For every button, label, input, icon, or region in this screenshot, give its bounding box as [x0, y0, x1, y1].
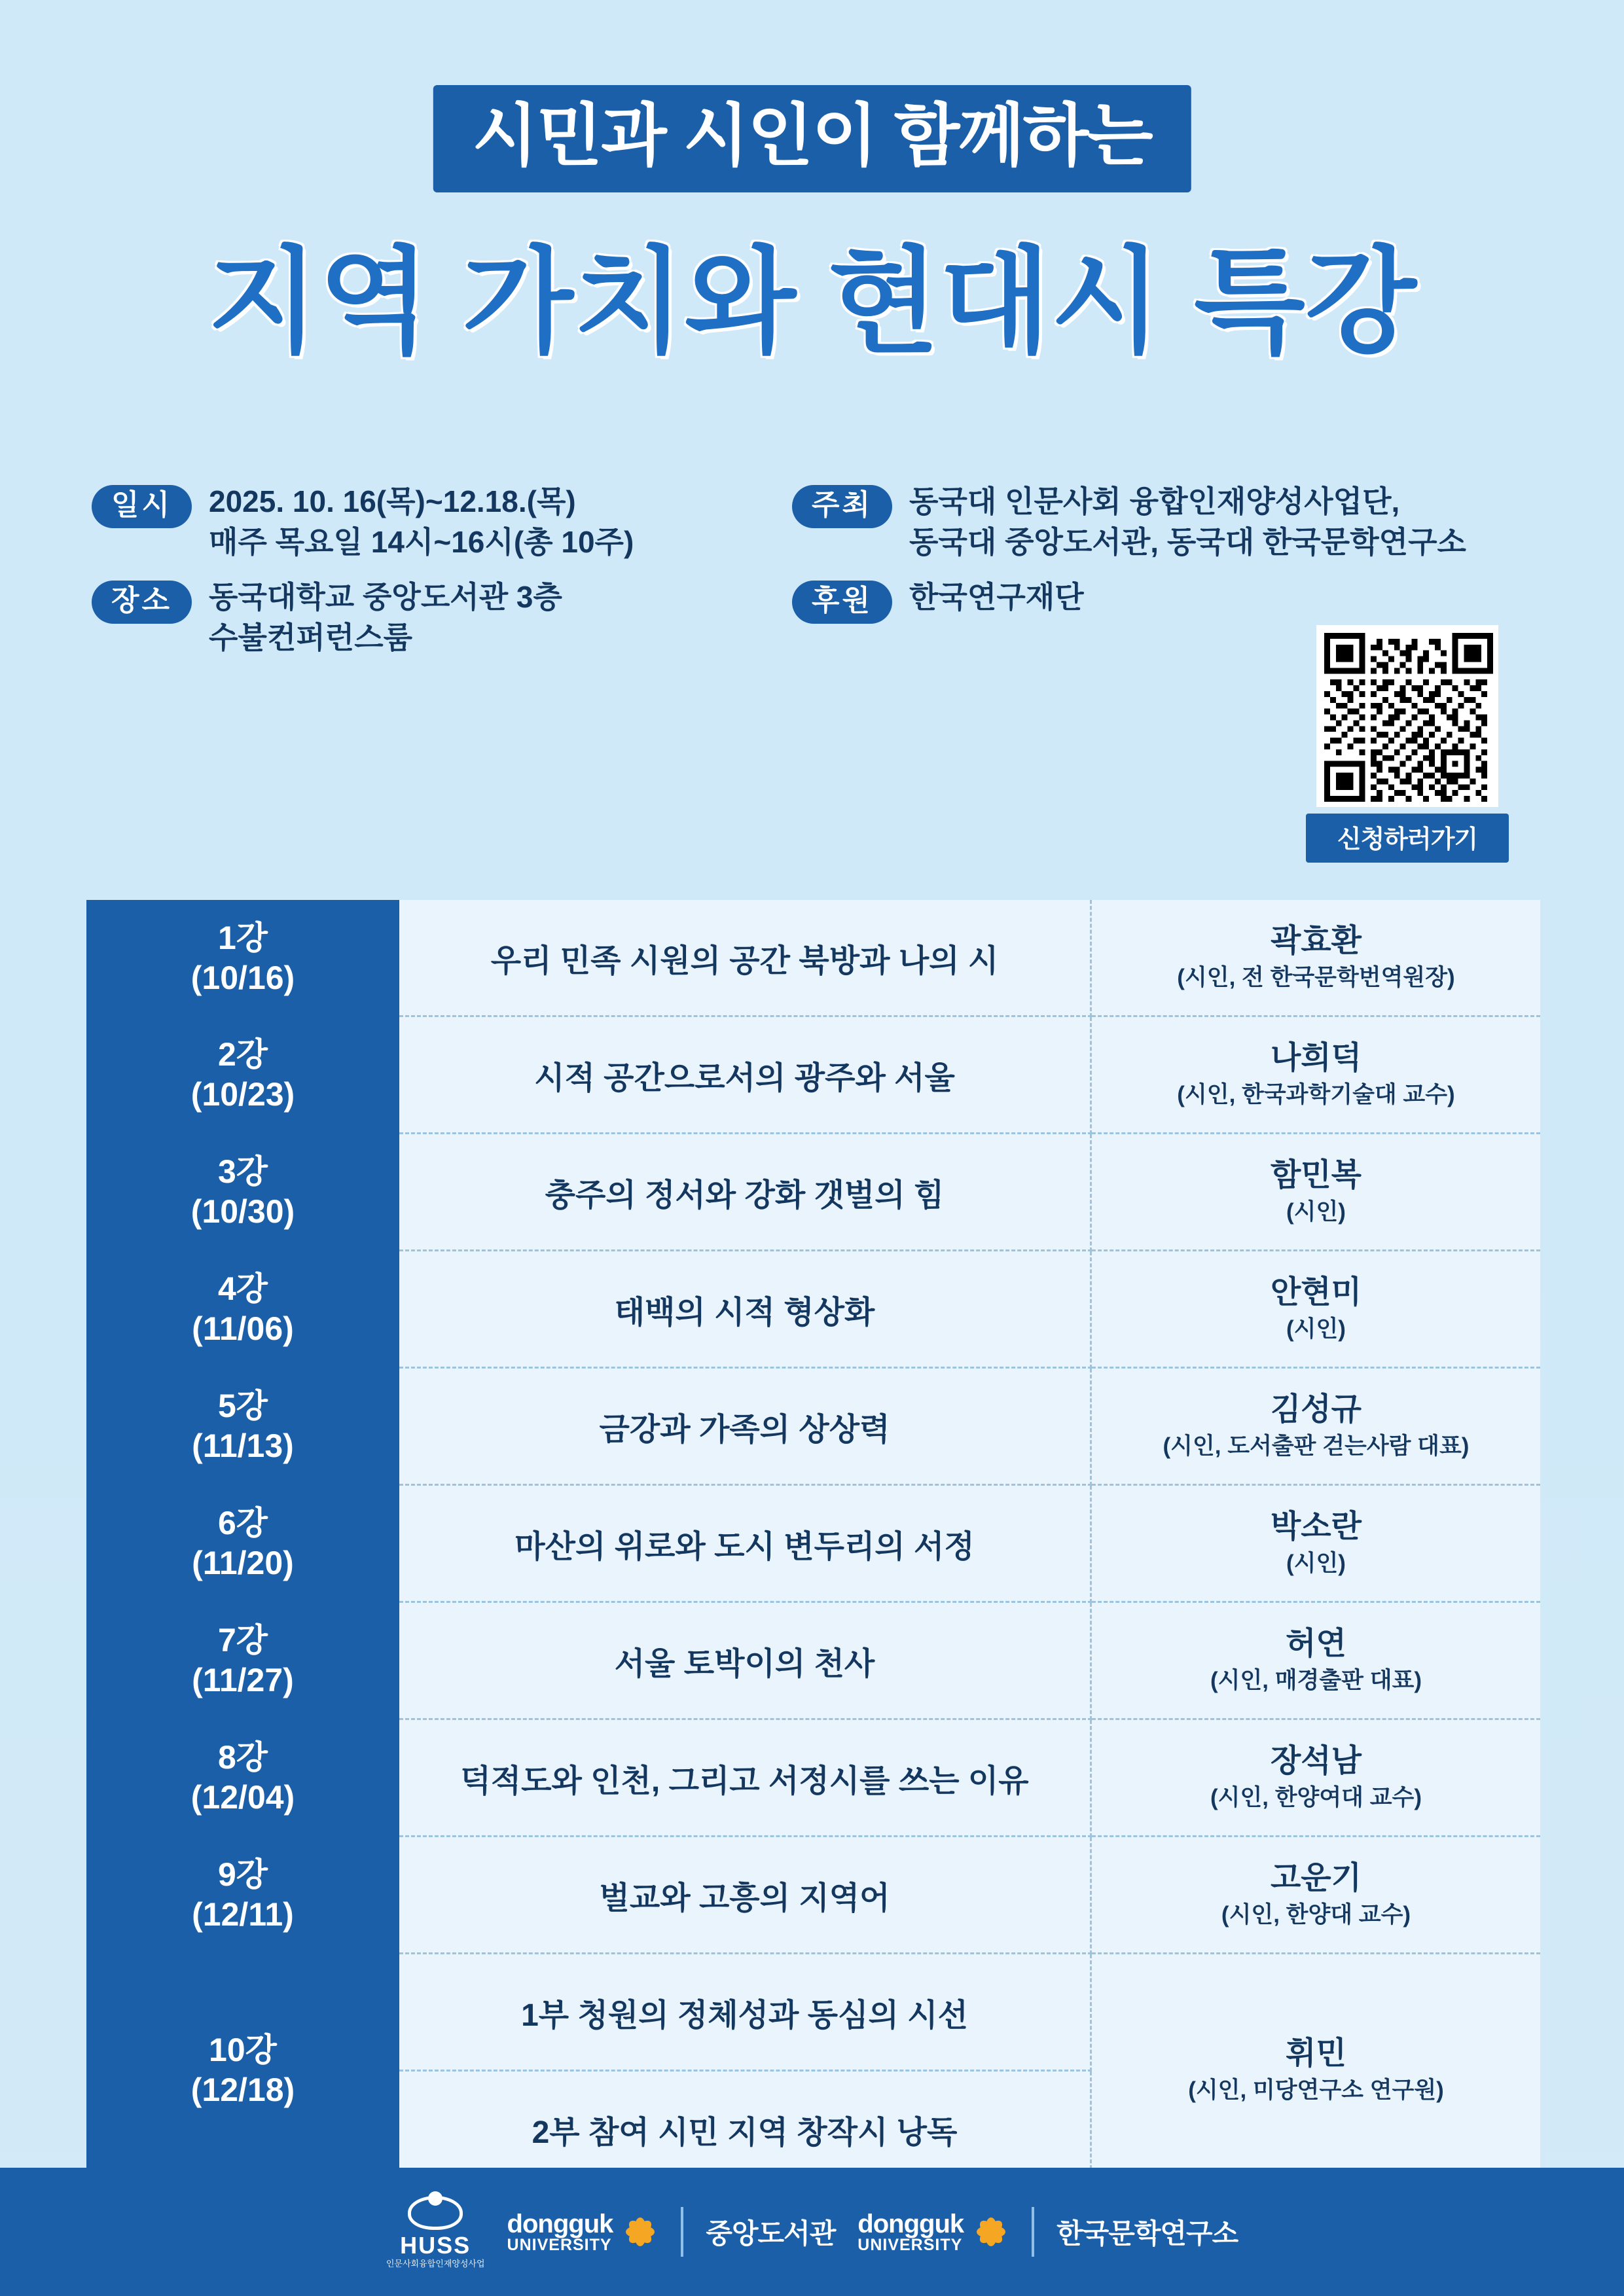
- schedule-title-9: 벌교와 고흥의 지역어: [399, 1837, 1091, 1954]
- schedule-title-1: 우리 민족 시원의 공간 북방과 나의 시: [399, 900, 1091, 1016]
- dongguk-logo-1-small: UNIVERSITY: [507, 2235, 612, 2254]
- dongguk-logo-2-big: dongguk: [857, 2209, 964, 2238]
- schedule-date-label-4: (11/06): [192, 1310, 294, 1347]
- table-row: [86, 1602, 1540, 1719]
- speaker-role-9: (시인, 한양대 교수): [1221, 1901, 1411, 1928]
- library-label: 중앙도서관: [706, 2218, 836, 2249]
- schedule-title-6: 마산의 위로와 도시 변두리의 서정: [399, 1485, 1091, 1602]
- schedule-no-3: [86, 1134, 399, 1251]
- schedule-no-label-9: 9강: [217, 1856, 268, 1893]
- huss-logo-subtext: 인문사회융합인재양성사업: [386, 2259, 485, 2269]
- schedule-no-label-7: 7강: [217, 1622, 268, 1659]
- schedule-no-1: [86, 900, 399, 1016]
- speaker-name-5: 김성규: [1270, 1391, 1362, 1427]
- speaker-name-9: 고운기: [1270, 1860, 1362, 1895]
- speaker-role-8: (시인, 한양여대 교수): [1210, 1784, 1422, 1810]
- schedule-title-5: 금강과 가족의 상상력: [399, 1368, 1091, 1485]
- schedule-date-label-7: (11/27): [192, 1662, 294, 1698]
- speaker-role-7: (시인, 매경출판 대표): [1210, 1667, 1422, 1693]
- schedule-no-7: [86, 1602, 399, 1719]
- footer-divider-2: [1032, 2207, 1034, 2257]
- info-place-line2: 수불컨퍼런스룸: [209, 620, 413, 655]
- schedule-speaker-8: [1091, 1719, 1541, 1837]
- flower-icon-1: [622, 2214, 659, 2250]
- schedule-date-label-3: (10/30): [190, 1193, 295, 1230]
- schedule-title-10-part1: 1부 청원의 정체성과 동심의 시선: [399, 1954, 1091, 2071]
- schedule-no-label-4: 4강: [217, 1270, 268, 1307]
- speaker-name-2: 나희덕: [1270, 1040, 1362, 1075]
- schedule-date-label-1: (10/16): [190, 959, 295, 996]
- speaker-name-1: 곽효환: [1270, 923, 1362, 958]
- qr-apply-button[interactable]: 신청하러가기: [1306, 814, 1509, 863]
- schedule-speaker-3: [1091, 1134, 1541, 1251]
- schedule-date-label-8: (12/04): [190, 1779, 295, 1816]
- schedule-title-8: 덕적도와 인천, 그리고 서정시를 쓰는 이유: [399, 1719, 1091, 1837]
- schedule-speaker-1: [1091, 900, 1541, 1016]
- footer-bar: [0, 2168, 1624, 2296]
- speaker-role-4: (시인): [1286, 1316, 1346, 1342]
- schedule-table: [86, 900, 1540, 2187]
- table-row: [86, 1837, 1540, 1954]
- schedule-title-3: 충주의 정서와 강화 갯벌의 힘: [399, 1134, 1091, 1251]
- schedule-speaker-10: [1091, 1954, 1541, 2187]
- speaker-name-10: 휘민: [1286, 2036, 1346, 2072]
- schedule-date-label-10: (12/18): [190, 2071, 295, 2108]
- info-date-line1: 2025. 10. 16(목)~12.18.(목): [209, 484, 576, 518]
- speaker-name-3: 함민복: [1270, 1157, 1362, 1193]
- speaker-name-7: 허연: [1286, 1626, 1346, 1661]
- info-label-date: 일시: [92, 485, 192, 528]
- schedule-date-label-9: (12/11): [192, 1896, 294, 1933]
- huss-logo: [386, 2196, 485, 2268]
- schedule-speaker-9: [1091, 1837, 1541, 1954]
- schedule-no-label-5: 5강: [217, 1388, 268, 1424]
- schedule-no-9: [86, 1837, 399, 1954]
- table-row: [86, 1251, 1540, 1368]
- info-label-sponsor: 후원: [792, 581, 892, 624]
- schedule-title-4: 태백의 시적 형상화: [399, 1251, 1091, 1368]
- info-sponsor-line1: 한국연구재단: [909, 580, 1084, 615]
- speaker-name-4: 안현미: [1270, 1274, 1362, 1310]
- schedule-speaker-6: [1091, 1485, 1541, 1602]
- dongguk-logo-1-name: [507, 2211, 613, 2253]
- info-label-place: 장소: [92, 581, 192, 624]
- qr-code-icon[interactable]: [1316, 625, 1498, 807]
- info-value-date: [209, 481, 634, 562]
- speaker-role-2: (시인, 한국과학기술대 교수): [1177, 1081, 1455, 1107]
- info-value-host: [909, 481, 1466, 562]
- schedule-title-2: 시적 공간으로서의 광주와 서울: [399, 1016, 1091, 1134]
- info-host-line2: 동국대 중앙도서관, 동국대 한국문학연구소: [909, 525, 1466, 560]
- dongguk-logo-2: [857, 2211, 1009, 2253]
- huss-mark-icon: [408, 2196, 463, 2230]
- page-title: 지역 가치와 현대시 특강: [208, 238, 1416, 367]
- schedule-no-label-8: 8강: [217, 1739, 268, 1776]
- schedule-speaker-7: [1091, 1602, 1541, 1719]
- info-row-date-host: [92, 481, 1532, 562]
- speaker-name-8: 장석남: [1270, 1743, 1362, 1778]
- info-value-place: [209, 577, 562, 658]
- headline-text: 시민과 시인이 함께하는: [472, 98, 1152, 174]
- qr-code-svg: [1324, 633, 1493, 802]
- info-host-line1: 동국대 인문사회 융합인재양성사업단,: [909, 484, 1400, 518]
- qr-section[interactable]: [1306, 625, 1509, 863]
- schedule-title-7: 서울 토박이의 천사: [399, 1602, 1091, 1719]
- dongguk-logo-1-big: dongguk: [507, 2209, 613, 2238]
- dongguk-logo-2-name: [857, 2211, 964, 2253]
- schedule-no-label-1: 1강: [217, 919, 268, 956]
- info-place: [92, 577, 792, 658]
- schedule-title-10-part2: 2부 참여 시민 지역 창작시 낭독: [399, 2071, 1091, 2187]
- info-host: [792, 481, 1525, 562]
- speaker-role-1: (시인, 전 한국문학번역원장): [1177, 964, 1455, 990]
- table-row: [86, 900, 1540, 1016]
- schedule-speaker-5: [1091, 1368, 1541, 1485]
- speaker-role-10: (시인, 미당연구소 연구원): [1188, 2077, 1444, 2104]
- info-date-line2: 매주 목요일 14시~16시(총 10주): [209, 525, 634, 560]
- schedule-no-10: [86, 1954, 399, 2187]
- schedule-no-label-10: 10강: [209, 2031, 277, 2068]
- table-row: [86, 1016, 1540, 1134]
- schedule-no-5: [86, 1368, 399, 1485]
- info-sponsor: [792, 577, 1525, 624]
- huss-logo-text: HUSS: [400, 2232, 471, 2259]
- schedule-no-8: [86, 1719, 399, 1837]
- schedule-no-label-3: 3강: [217, 1153, 268, 1190]
- table-row: [86, 1368, 1540, 1485]
- schedule-date-label-2: (10/23): [190, 1076, 295, 1113]
- info-date: [92, 481, 792, 562]
- info-place-line1: 동국대학교 중앙도서관 3층: [209, 580, 562, 615]
- speaker-role-5: (시인, 도서출판 걷는사람 대표): [1163, 1433, 1470, 1459]
- table-row: [86, 1954, 1540, 2071]
- schedule-no-2: [86, 1016, 399, 1134]
- table-row: [86, 1485, 1540, 1602]
- schedule-no-6: [86, 1485, 399, 1602]
- speaker-name-6: 박소란: [1270, 1509, 1362, 1544]
- speaker-role-3: (시인): [1286, 1198, 1346, 1225]
- footer-divider-1: [681, 2207, 683, 2257]
- table-row: [86, 1134, 1540, 1251]
- schedule-speaker-2: [1091, 1016, 1541, 1134]
- dongguk-logo-2-small: UNIVERSITY: [857, 2235, 963, 2254]
- schedule-speaker-4: [1091, 1251, 1541, 1368]
- schedule-no-label-6: 6강: [217, 1505, 268, 1541]
- schedule-date-label-6: (11/20): [192, 1545, 294, 1581]
- schedule-no-label-2: 2강: [217, 1036, 268, 1073]
- flower-icon-2: [973, 2214, 1009, 2250]
- dongguk-logo-1: [507, 2211, 659, 2253]
- schedule-date-label-5: (11/13): [192, 1427, 294, 1464]
- info-label-host: 주최: [792, 485, 892, 528]
- headline-band: [433, 85, 1191, 192]
- info-value-sponsor: [909, 577, 1084, 617]
- schedule-no-4: [86, 1251, 399, 1368]
- speaker-role-6: (시인): [1286, 1550, 1346, 1576]
- table-row: [86, 1719, 1540, 1837]
- institute-label: 한국문학연구소: [1056, 2218, 1238, 2249]
